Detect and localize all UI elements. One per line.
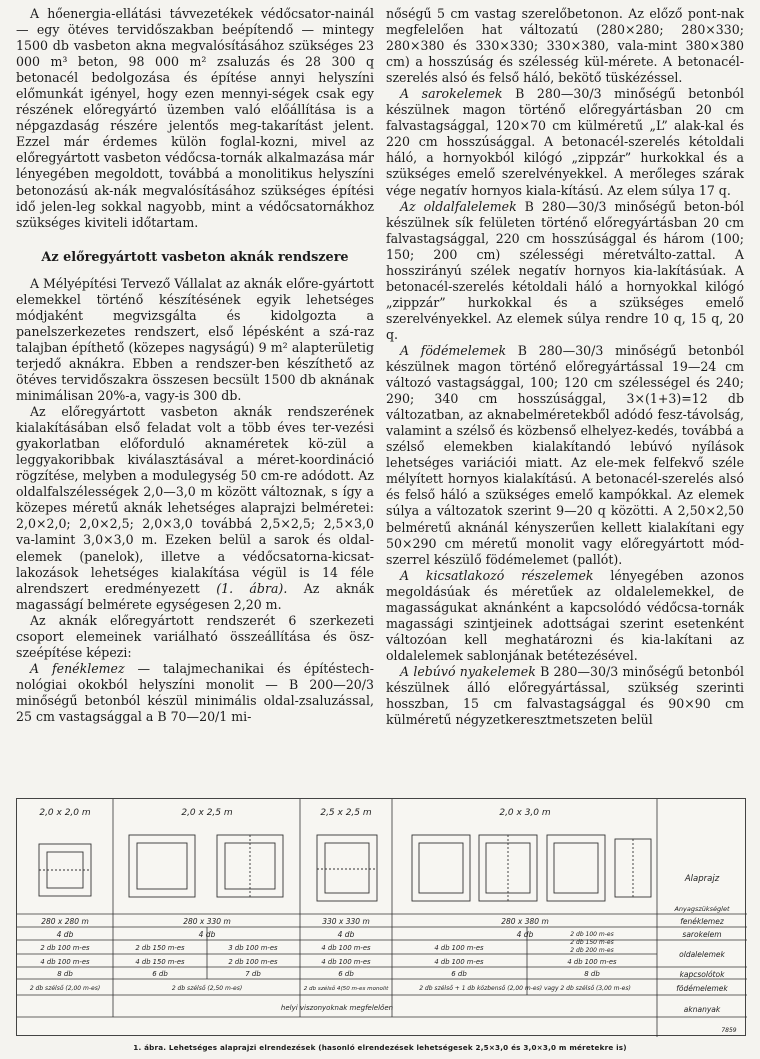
- oldal-4a: 4 db 100 m-es: [321, 944, 371, 952]
- label-födémelemek: födémelemek: [676, 984, 728, 993]
- label-alaprajz: Alaprajz: [684, 874, 720, 884]
- kapcs-6: 8 db: [584, 970, 600, 978]
- paragraph-2: A Mélyépítési Tervező Vállalat az aknák előre-gyártott elemekkel történő készítésének egyik lehetséges módjaként megvizsgálta és kidolgozta a panelszerkezetes rendszert, első lépésként a szá-raz talajban építhető (közepes nagyságú) 9 m² alapterületig terjedő aknákra. Ebben a rendszer-ben készíthető az ötéves tervidőszakra összesen becsült 1500 db aknának minimálisan 20%-a, vagy-is 300 db.: [16, 275, 374, 404]
- oldal-6c: 2 db 200 m-es: [570, 947, 614, 954]
- kapcs-4: 6 db: [338, 970, 354, 978]
- paragraph-r6: [386, 664, 744, 728]
- fodem-2: 2 db szélső (2,50 m-es): [171, 985, 243, 992]
- paragraph-3-end: Az aknák magasságí belmérete egységesen 2,20 m.: [16, 580, 374, 612]
- oldal-6b: 2 db 150 m-es: [570, 939, 614, 946]
- oldal-1a: 2 db 100 m-es: [40, 944, 90, 952]
- paragraph-5: [16, 661, 374, 725]
- header-2x25: 2,0 x 2,5 m: [181, 808, 233, 818]
- label-kapcsolotok: kapcsolótok: [679, 970, 725, 979]
- kapcs-3: 7 db: [245, 970, 261, 978]
- paragraph-r2-text: B 280—30/3 minőségű betonból készülnek magon történő előregyártásban 20 cm falvastagsággal, 120×70 cm külméretű „L” alak-kal és 220 cm hosszúsággal. A betonacél-szerelés kétoldali háló, a hornyokból kilógó „zippzár” hurkokkal és a szükséges emelő szerelvényekkel. A merőleges szárak vége negatív hornyos kiala-kítású. Az elem súlya 17 q.: [386, 86, 744, 198]
- figure-1: [16, 798, 746, 1036]
- term-sarokelemek: A sarokelemek: [400, 86, 503, 102]
- oldal-4b: 4 db 100 m-es: [321, 958, 371, 966]
- paragraph-4: Az aknák előregyártott rendszerét 6 szerkezeti csoport elemeinek variálható összeállítása és ösz-szeépítése képezi:: [16, 612, 374, 660]
- paragraph-r5-text: lényegében azonos megoldásúak és méretűek az oldalelemekkel, de magasságukat aknánként a kapcsolódó védőcsa-tornák magassági szintjeinek adottságai szerint esetenként változóan kell meghatározni és kia-lakítani az oldalelemek sablonjának betétezésével.: [386, 567, 745, 663]
- term-oldalfalelemek: Az oldalfalelemek: [400, 198, 517, 214]
- fodem-1: 2 db szélső (2,00 m-es): [29, 985, 101, 992]
- header-2x2: 2,0 x 2,0 m: [39, 808, 91, 818]
- section-heading: Az előregyártott vasbeton aknák rendszere: [41, 249, 349, 265]
- figure-stamp: 7859: [721, 1027, 737, 1034]
- fenek-2: 280 x 330 m: [183, 917, 231, 926]
- term-födémelemek: A födémelemek: [400, 342, 507, 358]
- oldal-3b: 2 db 100 m-es: [228, 958, 278, 966]
- label-fenéklemez: fenéklemez: [680, 917, 724, 926]
- oldal-6a: 2 db 100 m-es: [570, 931, 614, 938]
- oldal-5a: 4 db 100 m-es: [434, 944, 484, 952]
- sarok-1: 4 db: [56, 930, 74, 939]
- plan-sketches: [39, 835, 651, 901]
- label-oldalelemek: oldalelemek: [679, 950, 725, 959]
- header-2x3: 2,0 x 3,0 m: [499, 808, 551, 818]
- paragraph-3-text: Az előregyártott vasbeton aknák rendszerének kialakításában első feladat volt a több éves ter-vezési gyakorlatban előforduló aknaméretek kö-zül a leggyakoribbak kiválasztásával a méret-koordináció rögzítése, melyben a modulegység 50 cm-re adódott. Az oldalfalszélességek 2,0—3,0 m között változnak, s így a közepes méretű aknák lehetséges alaprajzi belméretei: 2,0×2,0; 2,0×2,5; 2,0×3,0 továbbá 2,5×2,5; 2,5×3,0 va-lamint 3,0×3,0 m. Ezeken belül a sarok és oldal-elemek (panelok), illetve a védőcsatorna-kicsat-lakozások lehetséges kialakítása végül is 14 féle alrendszert eredményezett: [16, 404, 374, 596]
- oldal-6d: 4 db 100 m-es: [567, 958, 617, 966]
- term-kicsatlakozó: A kicsatlakozó részelemek: [400, 567, 594, 583]
- fodem-3: 2 db szélső 4(50 m-es monolit: [303, 986, 389, 992]
- sarok-3: 4 db: [337, 930, 355, 939]
- oldal-2b: 4 db 150 m-es: [135, 958, 185, 966]
- term-fenéklemez: A fenéklemez: [30, 660, 125, 676]
- paragraph-r3: [386, 199, 744, 343]
- oldal-2a: 2 db 150 m-es: [135, 944, 185, 952]
- paragraph-r1: nőségű 5 cm vastag szerelőbetonon. Az előző pont-nak megfelelően hat változatú (280×280; 280×330; 280×380 és 330×330; 330×380, vala-mint 380×380 cm) a hosszúság és szélesség kül-mérete. A betonacél-szerelés alsó és felső háló, bekötő tüskézéssel.: [386, 6, 744, 86]
- paragraph-r4: [386, 343, 744, 568]
- oldal-5b: 4 db 100 m-es: [434, 958, 484, 966]
- figure-reference: (1. ábra).: [216, 580, 288, 596]
- fodem-4: 2 db szélső + 1 db közbenső (2,00 m-es) vagy 2 db szélső (3,00 m-es): [419, 985, 631, 992]
- oldal-3a: 3 db 100 m-es: [228, 944, 278, 952]
- oldal-1b: 4 db 100 m-es: [40, 958, 90, 966]
- foot-note: helyi viszonyoknak megfelelően: [280, 1004, 394, 1012]
- fenek-4: 280 x 380 m: [501, 917, 549, 926]
- header-25x25: 2,5 x 2,5 m: [320, 808, 372, 818]
- figure-table: [17, 799, 747, 1037]
- sarok-4: 4 db: [516, 930, 534, 939]
- fenek-1: 280 x 280 m: [41, 917, 89, 926]
- right-column: [386, 6, 744, 728]
- paragraph-r4-text: B 280—30/3 minőségű betonból készülnek magon történő előregyártással 19—24 cm változó vastagsággal, 100; 120 cm szélességel és 240; 290; 340 cm hosszúsággal, 3×(1+3)=12 db változatban, az aknabelméretekből adódó fesz-távolság, valamint a szélső és közbenső elhelyez-kedés, továbbá a szélső elemekben kialakítandó lebúvó nyílások lehetséges variációi miatt. Az ele-mek felfekvő széle mélyített hornyos kialakítású. A betonacél-szerelés alsó és felső háló a szükséges emelő kampókkal. Az elemek súlya a változatok szerint 9—20 q közötti. A 2,50×2,50 belméretű aknánál kényszerűen kellett kialakítani egy 50×290 cm méretű monolit vagy előregyártott mód-szerrel készülő födémelemet (pallót).: [386, 342, 745, 567]
- paragraph-1: A hőenergia-ellátási távvezetékek védőcsator-nainál — egy ötéves tervidőszakban beépítendő — mintegy 1500 db vasbeton akna megvalósításához szükséges 23 000 m³ beton, 98 000 m² zsaluzás és 28 300 q betonacél bedolgozása és építése annyi helyszíni előmunkát igényel, hogy ezen mennyi-ségek csak egy részének előregyártó üzemben való előállítása is a népgazdaság részére jelentős meg-takarítást jelent. Ezzel már érdemes külön foglal-kozni, mivel az előregyártott vasbeton védőcsa-tornák alkalmazása már lényegében megoldott, továbbá a monolitikus helyszíni betonozású ak-nák megvalósításához szükséges építési idő jelen-leg sokkal nagyobb, mint a védőcsatornákhoz szükséges kiviteli időtartam.: [16, 6, 374, 230]
- label-anyagszukseglet: Anyagszükséglet: [674, 905, 730, 913]
- paragraph-r2: [386, 86, 744, 198]
- kapcs-1: 8 db: [57, 970, 73, 978]
- paragraph-5-text: — talajmechanikai és építéstech-nológiai okokból helyszíni monolit — B 200—20/3 minőségű betonból készül minimális oldal-zsaluzással, 25 cm vastagsággal a B 70—20/1 mi-: [16, 660, 374, 724]
- left-column: [16, 6, 374, 725]
- label-sarokelem: sarokelem: [682, 930, 722, 939]
- kapcs-2: 6 db: [152, 970, 168, 978]
- sarok-2: 4 db: [198, 930, 216, 939]
- fenek-3: 330 x 330 m: [322, 917, 370, 926]
- kapcs-5: 6 db: [451, 970, 467, 978]
- term-lebúvó: A lebúvó nyakelemek: [400, 663, 536, 679]
- paragraph-r3-text: B 280—30/3 minőségű beton-ból készülnek sík felületen történő előregyártásban 20 cm falvastagsággal, 220 cm hosszúsággal és három (100; 150; 200 cm) szélességi méretválto-zattal. A hosszirányú szélek negatív hornyos kia-lakításúak. A betonacél-szerelés kétoldali háló a hornyokkal kilógó „zippzár” hurkokkal és a szükséges emelő szerelvényekkel. Az elemek súlya rendre 10 q, 15 q, 20 q.: [386, 198, 744, 342]
- paragraph-r6-text: B 280—30/3 minőségű betonból készülnek álló előregyártással, szükség szerinti hosszban, 15 cm falvastagsággal és 90×90 cm külméretű négyzetkeresztmetszeten belül: [386, 663, 744, 728]
- paragraph-r5: [386, 568, 744, 664]
- paragraph-3: [16, 404, 374, 613]
- label-aknanyak: aknanyak: [683, 1005, 721, 1014]
- figure-caption: 1. ábra. Lehetséges alaprajzi elrendezések (hasonló elrendezések lehetségesek 2,5×3,0 és 3,0×3,0 m méretekre is): [133, 1043, 627, 1052]
